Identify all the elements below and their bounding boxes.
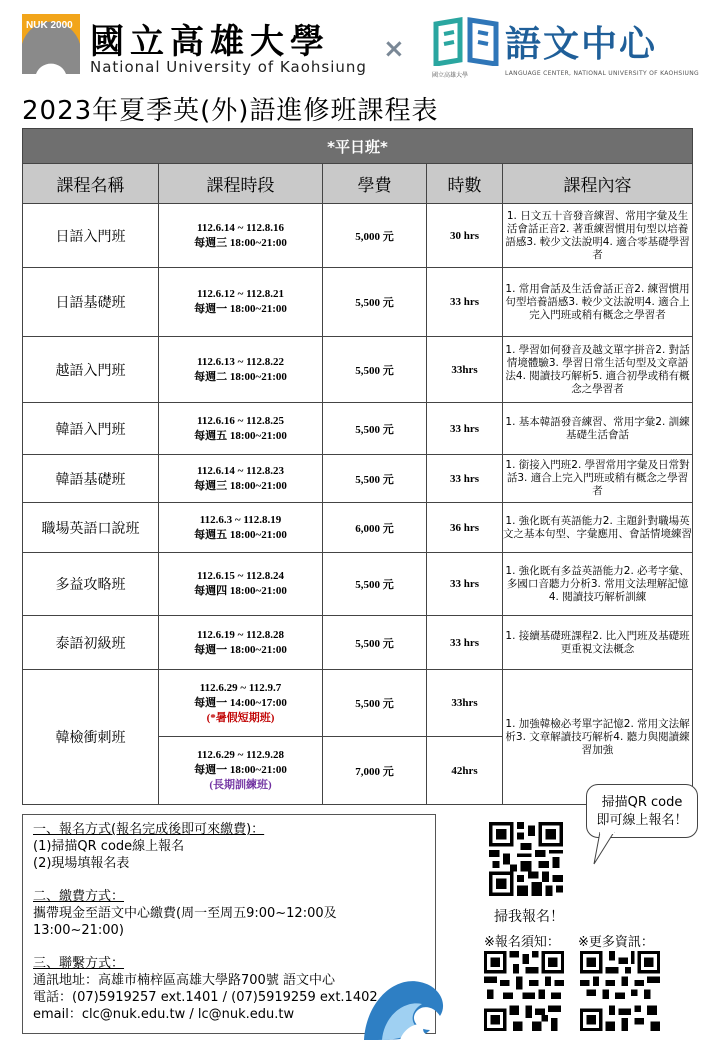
course-hours: 30 hrs xyxy=(427,204,503,268)
course-time xyxy=(159,737,323,805)
course-name: 泰語初級班 xyxy=(23,616,159,670)
registration-method-title: 一、報名方式(報名完成後即可來繳費)： xyxy=(33,822,265,837)
registration-notice-qr-code[interactable] xyxy=(484,951,564,1031)
table-row xyxy=(23,204,693,268)
course-schedule-table xyxy=(22,128,693,805)
course-hours: 33hrs xyxy=(427,337,503,403)
course-time xyxy=(159,553,323,616)
registration-method-line: (1)掃描QR code線上報名 xyxy=(33,839,185,854)
scan-prompt-bubble xyxy=(586,784,698,838)
wave-icon xyxy=(360,956,452,1040)
course-time xyxy=(159,204,323,268)
course-hours: 33 hrs xyxy=(427,616,503,670)
course-content: 1. 加強韓檢必考單字記憶2. 常用文法解析3. 文章解讀技巧解析4. 聽力與閱讀練習加強 xyxy=(503,670,693,805)
course-name: 日語入門班 xyxy=(23,204,159,268)
course-fee: 5,500 元 xyxy=(323,455,427,503)
scan-to-register-label: 掃我報名！ xyxy=(494,909,564,925)
course-time xyxy=(159,268,323,337)
course-time xyxy=(159,455,323,503)
course-content: 1. 強化既有多益英語能力2. 必考字彙、多國口音聽力分析3. 常用文法理解記憶4. 閱讀技巧解析訓練 xyxy=(503,553,693,616)
table-row xyxy=(23,268,693,337)
course-time xyxy=(159,616,323,670)
course-weekly-time: 每週五 18:00~21:00 xyxy=(194,528,287,541)
course-fee: 5,500 元 xyxy=(323,553,427,616)
course-weekly-time: 每週二 18:00~21:00 xyxy=(194,370,287,383)
language-center-small-en: LANGUAGE CENTER, NATIONAL UNIVERSITY OF KAOHSIUNG xyxy=(505,70,699,77)
course-dates: 112.6.29 ~ 112.9.28 xyxy=(196,749,284,761)
course-fee: 5,500 元 xyxy=(323,616,427,670)
table-row xyxy=(23,670,693,737)
bubble-tail-icon xyxy=(592,832,618,866)
contact-phone: 電話：(07)5919257 ext.1401 / (07)5919259 ext.1402 xyxy=(33,990,378,1005)
column-header: 課程內容 xyxy=(503,164,693,204)
course-time xyxy=(159,670,323,737)
course-content: 1. 學習如何發音及越文單字拼音2. 對話情境體驗3. 學習日常生活句型及文章語法4. 閱讀技巧解析5. 適合初學或稍有概念之學習者 xyxy=(503,337,693,403)
language-center-logo xyxy=(430,16,502,66)
course-time xyxy=(159,403,323,455)
course-weekly-time: 每週一 18:00~21:00 xyxy=(194,303,287,315)
course-dates: 112.6.16 ~ 112.8.25 xyxy=(196,414,284,427)
column-header: 時數 xyxy=(427,164,503,204)
course-content: 1. 常用會話及生活會話正音2. 練習慣用句型培養語感3. 較少文法說明4. 適合上完入門班或稍有概念之學習者 xyxy=(503,268,693,337)
nuk-logo-text: NUK 2000 xyxy=(26,20,73,31)
table-banner: *平日班* xyxy=(23,129,693,164)
course-dates: 112.6.14 ~ 112.8.16 xyxy=(196,221,284,234)
registration-method-line: (2)現場填報名表 xyxy=(33,856,130,871)
course-hours: 33 hrs xyxy=(427,268,503,337)
course-content: 1. 基本韓語發音練習、常用字彙2. 訓練基礎生活會話 xyxy=(503,403,693,455)
course-fee: 5,500 元 xyxy=(323,403,427,455)
registration-qr-code[interactable] xyxy=(489,822,563,896)
course-weekly-time: 每週一 14:00~17:00 xyxy=(194,696,287,709)
contact-title: 三、聯繫方式： xyxy=(33,956,125,971)
course-name: 日語基礎班 xyxy=(23,268,159,337)
course-name: 越語入門班 xyxy=(23,337,159,403)
course-fee: 7,000 元 xyxy=(323,737,427,805)
course-dates: 112.6.12 ~ 112.8.21 xyxy=(196,288,284,300)
course-weekly-time: 每週一 18:00~21:00 xyxy=(194,643,287,656)
university-english-name: National University of Kaohsiung xyxy=(90,58,367,76)
course-note: (長期訓練班) xyxy=(209,779,272,791)
bubble-line: 即可線上報名！ xyxy=(596,813,688,828)
language-center-name: 語文中心 xyxy=(505,24,658,65)
table-row xyxy=(23,403,693,455)
course-dates: 112.6.15 ~ 112.8.24 xyxy=(196,570,284,582)
course-weekly-time: 每週三 18:00~21:00 xyxy=(194,479,287,492)
column-header: 課程名稱 xyxy=(23,164,159,204)
table-row xyxy=(23,503,693,553)
table-row xyxy=(23,455,693,503)
course-name: 韓檢衝刺班 xyxy=(23,670,159,805)
bubble-line: 掃描QR code xyxy=(601,795,683,810)
course-fee: 5,500 元 xyxy=(323,670,427,737)
nuk-logo xyxy=(22,14,80,74)
course-dates: 112.6.13 ~ 112.8.22 xyxy=(196,355,284,368)
course-weekly-time: 每週三 18:00~21:00 xyxy=(194,236,287,249)
course-fee: 5,500 元 xyxy=(323,268,427,337)
university-name: 國立高雄大學 xyxy=(90,22,330,62)
course-content: 1. 銜接入門班2. 學習常用字彙及日常對話3. 適合上完入門班或稍有概念之學習者 xyxy=(503,455,693,503)
language-center-small-cn: 國立高雄大學 xyxy=(432,72,469,79)
course-hours: 33 hrs xyxy=(427,455,503,503)
course-weekly-time: 每週一 18:00~21:00 xyxy=(194,764,287,776)
contact-email: email：clc@nuk.edu.tw / lc@nuk.edu.tw xyxy=(33,1007,295,1022)
column-header: 學費 xyxy=(323,164,427,204)
course-dates: 112.6.29 ~ 112.9.7 xyxy=(199,681,282,694)
contact-address: 通訊地址：高雄市楠梓區高雄大學路700號 語文中心 xyxy=(33,973,335,988)
column-header: 課程時段 xyxy=(159,164,323,204)
course-dates: 112.6.14 ~ 112.8.23 xyxy=(196,464,284,477)
course-name: 多益攻略班 xyxy=(23,553,159,616)
course-content: 1. 日文五十音發音練習、常用字彙及生活會話正音2. 著重練習慣用句型以培養語感3. 較少文法說明4. 適合零基礎學習者 xyxy=(503,204,693,268)
registration-notice-label: ※報名須知： xyxy=(484,935,560,950)
course-hours: 42hrs xyxy=(427,737,503,805)
cross-icon: × xyxy=(383,34,405,64)
payment-method-title: 二、繳費方式： xyxy=(33,889,125,904)
course-note: (*暑假短期班) xyxy=(206,711,275,724)
course-weekly-time: 每週五 18:00~21:00 xyxy=(194,429,287,442)
course-fee: 5,500 元 xyxy=(323,337,427,403)
table-row xyxy=(23,553,693,616)
course-name: 職場英語口說班 xyxy=(23,503,159,553)
course-dates: 112.6.19 ~ 112.8.28 xyxy=(196,628,284,641)
course-hours: 33 hrs xyxy=(427,553,503,616)
course-hours: 36 hrs xyxy=(427,503,503,553)
page-title: 2023年夏季英(外)語進修班課程表 xyxy=(22,96,439,126)
more-info-qr-code[interactable] xyxy=(580,951,660,1031)
more-info-label: ※更多資訊： xyxy=(578,935,654,950)
course-weekly-time: 每週四 18:00~21:00 xyxy=(194,585,287,597)
course-content: 1. 接續基礎班課程2. 比入門班及基礎班更重視文法概念 xyxy=(503,616,693,670)
course-name: 韓語入門班 xyxy=(23,403,159,455)
course-hours: 33 hrs xyxy=(427,403,503,455)
course-time xyxy=(159,337,323,403)
course-time xyxy=(159,503,323,553)
payment-method-line: 攜帶現金至語文中心繳費(周一至周五9:00~12:00及13:00~21:00) xyxy=(33,906,337,938)
table-row xyxy=(23,616,693,670)
table-row xyxy=(23,337,693,403)
course-dates: 112.6.3 ~ 112.8.19 xyxy=(199,513,282,526)
header xyxy=(0,0,720,88)
course-fee: 5,000 元 xyxy=(323,204,427,268)
table-header-row xyxy=(23,164,693,204)
course-name: 韓語基礎班 xyxy=(23,455,159,503)
course-hours: 33hrs xyxy=(427,670,503,737)
course-content: 1. 強化既有英語能力2. 主題針對職場英文之基本句型、字彙應用、會話情境練習 xyxy=(503,503,693,553)
course-fee: 6,000 元 xyxy=(323,503,427,553)
